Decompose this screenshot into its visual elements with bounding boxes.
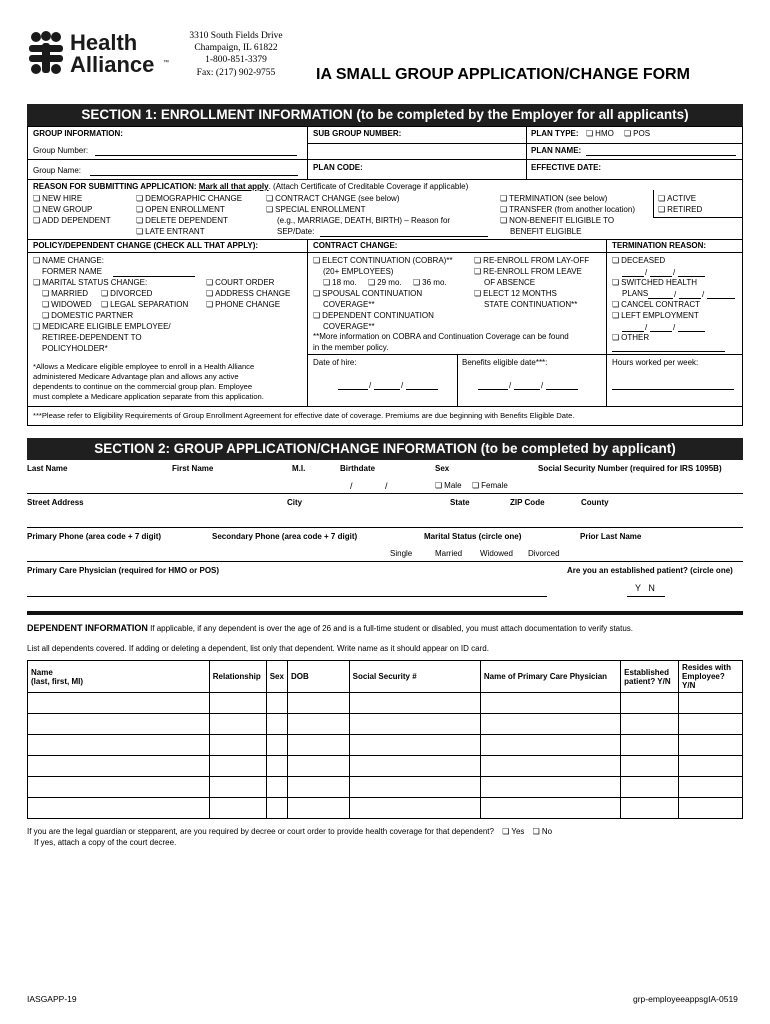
phone-number: 1-800-851-3379 xyxy=(205,55,267,66)
contract-reenroll-layoff[interactable]: ❏ RE-ENROLL FROM LAY-OFF xyxy=(474,256,589,267)
guardian-note: If yes, attach a copy of the court decree. xyxy=(34,838,177,847)
eligibility-footnote: ***Please refer to Eligibility Requirements of Group Enrollment Agreement for effective date of coverage. Premiums are due beginning with Benefits Eligible Date. xyxy=(33,411,575,420)
logo xyxy=(26,29,176,79)
medicare-note-line3: dependents to continue on the commercial group plan. Employee xyxy=(33,382,253,391)
hours-worked-label: Hours worked per week: xyxy=(612,358,699,367)
reason-non-benefit[interactable]: ❏ NON-BENEFIT ELIGIBLE TO xyxy=(500,216,614,227)
reason-open-enrollment[interactable]: ❏ OPEN ENROLLMENT xyxy=(136,205,225,216)
col-name: Name (last, first, MI) xyxy=(28,661,210,693)
sub-group-number-label: SUB GROUP NUMBER: xyxy=(313,129,402,138)
status-retired[interactable]: ❏ RETIRED xyxy=(658,205,702,216)
group-number-field[interactable] xyxy=(95,155,297,156)
deceased-date-slash: / xyxy=(645,268,648,277)
birthdate-slash1: / xyxy=(350,481,353,491)
sex-label: Sex xyxy=(435,464,450,473)
sep-date-label: SEP/Date: xyxy=(277,227,315,236)
policy-domestic-partner[interactable]: ❏ DOMESTIC PARTNER xyxy=(42,311,133,322)
benefit-date-slash2: / xyxy=(541,381,544,390)
benefits-eligible-label: Benefits eligible date***: xyxy=(462,358,548,367)
policy-marital-status-change[interactable]: ❏ MARITAL STATUS CHANGE: xyxy=(33,278,147,289)
col-resides: Resides with Employee? Y/N xyxy=(679,661,743,693)
contract-29-months[interactable]: ❏ 29 mo. xyxy=(368,278,402,289)
pcp-field[interactable] xyxy=(27,596,547,597)
contract-18-months[interactable]: ❏ 18 mo. xyxy=(323,278,357,289)
reason-label: REASON FOR SUBMITTING APPLICATION: xyxy=(33,182,197,191)
plan-type-hmo-checkbox[interactable]: ❏ HMO xyxy=(586,129,614,140)
plan-name-label: PLAN NAME: xyxy=(531,146,582,155)
col-established: Established patient? Y/N xyxy=(621,661,679,693)
mi-label: M.I. xyxy=(292,464,306,473)
ssn-label: Social Security Number (required for IRS 1095B) xyxy=(538,464,722,473)
reason-contract-change[interactable]: ❏ CONTRACT CHANGE (see below) xyxy=(266,194,400,205)
zip-label: ZIP Code xyxy=(510,498,545,507)
policy-medicare-eligible[interactable]: ❏ MEDICARE ELIGIBLE EMPLOYEE/ xyxy=(33,322,171,333)
prior-last-name-label: Prior Last Name xyxy=(580,532,642,541)
contract-36-months[interactable]: ❏ 36 mo. xyxy=(413,278,447,289)
sex-female-checkbox[interactable]: ❏ Female xyxy=(472,481,508,492)
policy-medicare-line2: RETIREE-DEPENDENT TO xyxy=(42,333,142,342)
former-name-field[interactable] xyxy=(113,276,195,277)
status-active[interactable]: ❏ ACTIVE xyxy=(658,194,696,205)
reason-termination[interactable]: ❏ TERMINATION (see below) xyxy=(500,194,607,205)
termination-other[interactable]: ❏ OTHER xyxy=(612,333,649,344)
marital-status-label: Marital Status (circle one) xyxy=(424,532,522,541)
footer-form-code: IASGAPP-19 xyxy=(27,994,77,1004)
reason-transfer[interactable]: ❏ TRANSFER (from another location) xyxy=(500,205,635,216)
left-date-slash2: / xyxy=(673,323,676,332)
col-dob: DOB xyxy=(287,661,349,693)
established-field[interactable] xyxy=(627,596,665,597)
plan-type-label: PLAN TYPE: xyxy=(531,129,579,138)
guardian-question xyxy=(27,827,552,838)
reason-demographic-change[interactable]: ❏ DEMOGRAPHIC CHANGE xyxy=(136,194,242,205)
guardian-yes-checkbox[interactable]: ❏ Yes xyxy=(502,827,524,836)
medicare-note-line1: *Allows a Medicare eligible employee to enroll in a Health Alliance xyxy=(33,362,255,371)
last-name-label: Last Name xyxy=(27,464,68,473)
dependent-info-heading xyxy=(27,623,633,635)
plan-type-pos-checkbox[interactable]: ❏ POS xyxy=(624,129,650,140)
contract-cobra[interactable]: ❏ ELECT CONTINUATION (COBRA)** xyxy=(313,256,453,267)
birthdate-label: Birthdate xyxy=(340,464,376,473)
hours-worked-field[interactable] xyxy=(612,389,734,390)
address-line1: 3310 South Fields Drive xyxy=(189,31,283,41)
reason-new-group[interactable]: ❏ NEW GROUP xyxy=(33,205,92,216)
date-of-hire-label: Date of hire: xyxy=(313,358,357,367)
pcp-label: Primary Care Physician (required for HMO or POS) xyxy=(27,566,220,575)
section2-title: SECTION 2: GROUP APPLICATION/CHANGE INFORMATION (to be completed by applicant) xyxy=(27,438,743,460)
table-row[interactable] xyxy=(28,756,743,777)
fax-number: Fax: (217) 902-9755 xyxy=(196,67,276,78)
policy-court-order[interactable]: ❏ COURT ORDER xyxy=(206,278,274,289)
address-line2: Champaign, IL 61822 xyxy=(194,43,278,54)
col-pcp: Name of Primary Care Physician xyxy=(480,661,620,693)
group-name-field[interactable] xyxy=(90,175,298,176)
dependents-table xyxy=(27,660,743,819)
policy-phone-change[interactable]: ❏ PHONE CHANGE xyxy=(206,300,280,311)
form-title: IA SMALL GROUP APPLICATION/CHANGE FORM xyxy=(316,66,690,83)
table-row[interactable] xyxy=(28,798,743,819)
dependent-info-note: If applicable, if any dependent is over the age of 26 and is a full-time student or disabled, you must attach documentation to verify status. xyxy=(147,624,634,633)
guardian-question-text: If you are the legal guardian or stepparent, are you required by decree or court order to provide health coverage for that dependent? xyxy=(27,827,494,836)
termination-cancel-contract[interactable]: ❏ CANCEL CONTRACT xyxy=(612,300,700,311)
policy-married[interactable]: ❏ MARRIED xyxy=(42,289,88,300)
policy-legal-separation[interactable]: ❏ LEGAL SEPARATION xyxy=(101,300,188,311)
termination-other-field[interactable] xyxy=(612,351,725,352)
switched-plans-line2: PLANS xyxy=(622,289,649,298)
policy-address-change[interactable]: ❏ ADDRESS CHANGE xyxy=(206,289,290,300)
county-label: County xyxy=(581,498,609,507)
termination-left-employment[interactable]: ❏ LEFT EMPLOYMENT xyxy=(612,311,699,322)
contract-elect-12-months[interactable]: ❏ ELECT 12 MONTHS xyxy=(474,289,557,300)
deceased-date-slash2: / xyxy=(673,268,676,277)
reason-special-enrollment[interactable]: ❏ SPECIAL ENROLLMENT xyxy=(266,205,366,216)
group-name-label: Group Name: xyxy=(33,166,82,175)
logo-text-alliance: Alliance xyxy=(70,52,155,77)
left-date-slash: / xyxy=(645,323,648,332)
plan-name-field[interactable] xyxy=(586,155,736,156)
table-row[interactable] xyxy=(28,693,743,714)
special-enrollment-note: (e.g., MARRIAGE, DEATH, BIRTH) – Reason for xyxy=(277,216,451,225)
first-name-label: First Name xyxy=(172,464,214,473)
col-ssn: Social Security # xyxy=(349,661,480,693)
contract-reenroll-leave-line2: OF ABSENCE xyxy=(484,278,536,287)
policy-divorced[interactable]: ❏ DIVORCED xyxy=(101,289,152,300)
effective-date-label: EFFECTIVE DATE: xyxy=(531,163,602,172)
contract-elect-12-line2: STATE CONTINUATION** xyxy=(484,300,578,309)
contract-change-header: CONTRACT CHANGE: xyxy=(313,241,398,250)
section1-title: SECTION 1: ENROLLMENT INFORMATION (to be completed by the Employer for all applicants) xyxy=(27,104,743,126)
reason-delete-dependent[interactable]: ❏ DELETE DEPENDENT xyxy=(136,216,228,227)
termination-deceased[interactable]: ❏ DECEASED xyxy=(612,256,665,267)
group-information-label: GROUP INFORMATION: xyxy=(33,129,123,138)
hire-date-slash1: / xyxy=(369,381,372,390)
group-number-label: Group Number: xyxy=(33,146,89,155)
city-label: City xyxy=(287,498,303,507)
reason-mark: Mark all that apply xyxy=(198,182,269,191)
state-label: State xyxy=(450,498,470,507)
established-patient-label: Are you an established patient? (circle one) xyxy=(567,566,733,575)
reason-add-dependent[interactable]: ❏ ADD DEPENDENT xyxy=(33,216,111,227)
marital-divorced[interactable]: Divorced xyxy=(528,549,560,558)
marital-married[interactable]: Married xyxy=(435,549,463,558)
reason-late-entrant[interactable]: ❏ LATE ENTRANT xyxy=(136,227,205,238)
policy-change-header: POLICY/DEPENDENT CHANGE (CHECK ALL THAT APPLY): xyxy=(33,241,259,250)
plan-code-label: PLAN CODE: xyxy=(313,163,363,172)
secondary-phone-label: Secondary Phone (area code + 7 digit) xyxy=(212,532,358,541)
contract-cobra-line2: (20+ EMPLOYEES) xyxy=(323,267,394,276)
marital-single[interactable]: Single xyxy=(390,549,413,558)
termination-switched-plans[interactable]: ❏ SWITCHED HEALTH xyxy=(612,278,697,289)
established-yn[interactable]: Y N xyxy=(635,583,655,593)
cobra-info-line2: in the member policy. xyxy=(313,343,389,352)
sex-male-checkbox[interactable]: ❏ Male xyxy=(435,481,462,492)
medicare-note-line4: must complete a Medicare application separate from this application. xyxy=(33,392,264,401)
switched-date-slash: / xyxy=(674,290,677,299)
cobra-info-line1: **More information on COBRA and Continuation Coverage can be found xyxy=(313,332,569,341)
policy-medicare-line3: POLICYHOLDER* xyxy=(42,344,108,353)
table-row[interactable] xyxy=(28,735,743,756)
primary-phone-label: Primary Phone (area code + 7 digit) xyxy=(27,532,162,541)
logo-trademark: ™ xyxy=(163,60,169,66)
policy-name-change[interactable]: ❏ NAME CHANGE: xyxy=(33,256,104,267)
contract-spousal-line2: COVERAGE** xyxy=(323,300,375,309)
policy-widowed[interactable]: ❏ WIDOWED xyxy=(42,300,92,311)
table-row[interactable] xyxy=(28,777,743,798)
street-address-label: Street Address xyxy=(27,498,84,507)
guardian-no-checkbox[interactable]: ❏ No xyxy=(533,827,552,836)
marital-widowed[interactable]: Widowed xyxy=(480,549,513,558)
dependent-list-note: List all dependents covered. If adding or deleting a dependent, list only that dependent. Write name as it should appear on ID card. xyxy=(27,644,489,653)
footer-doc-code: grp-employeeappsgIA-0519 xyxy=(633,994,738,1004)
switched-date-slash2: / xyxy=(702,290,705,299)
contract-spousal[interactable]: ❏ SPOUSAL CONTINUATION xyxy=(313,289,422,300)
dependent-info-title: DEPENDENT INFORMATION xyxy=(27,623,148,633)
reason-non-benefit-line2: BENEFIT ELIGIBLE xyxy=(510,227,582,236)
dependent-divider xyxy=(27,611,743,615)
address-block xyxy=(186,30,286,79)
hire-date-slash2: / xyxy=(401,381,404,390)
contract-dependent-line2: COVERAGE** xyxy=(323,322,375,331)
col-relationship: Relationship xyxy=(209,661,266,693)
health-alliance-logo-icon xyxy=(26,31,66,75)
birthdate-slash2: / xyxy=(385,481,388,491)
reason-heading xyxy=(33,182,468,193)
reason-note: . (Attach Certificate of Creditable Coverage if applicable) xyxy=(268,182,469,191)
logo-text-health: Health xyxy=(70,30,138,55)
benefit-date-slash1: / xyxy=(509,381,512,390)
table-row[interactable] xyxy=(28,714,743,735)
former-name-label: FORMER NAME xyxy=(42,267,102,276)
sep-date-field[interactable] xyxy=(320,236,488,237)
reason-new-hire[interactable]: ❏ NEW HIRE xyxy=(33,194,82,205)
contract-dependent[interactable]: ❏ DEPENDENT CONTINUATION xyxy=(313,311,434,322)
medicare-note-line2: administered Medicare Advantage plan and allows any active xyxy=(33,372,239,381)
termination-reason-header: TERMINATION REASON: xyxy=(612,241,707,250)
col-sex: Sex xyxy=(266,661,287,693)
contract-reenroll-leave[interactable]: ❏ RE-ENROLL FROM LEAVE xyxy=(474,267,582,278)
